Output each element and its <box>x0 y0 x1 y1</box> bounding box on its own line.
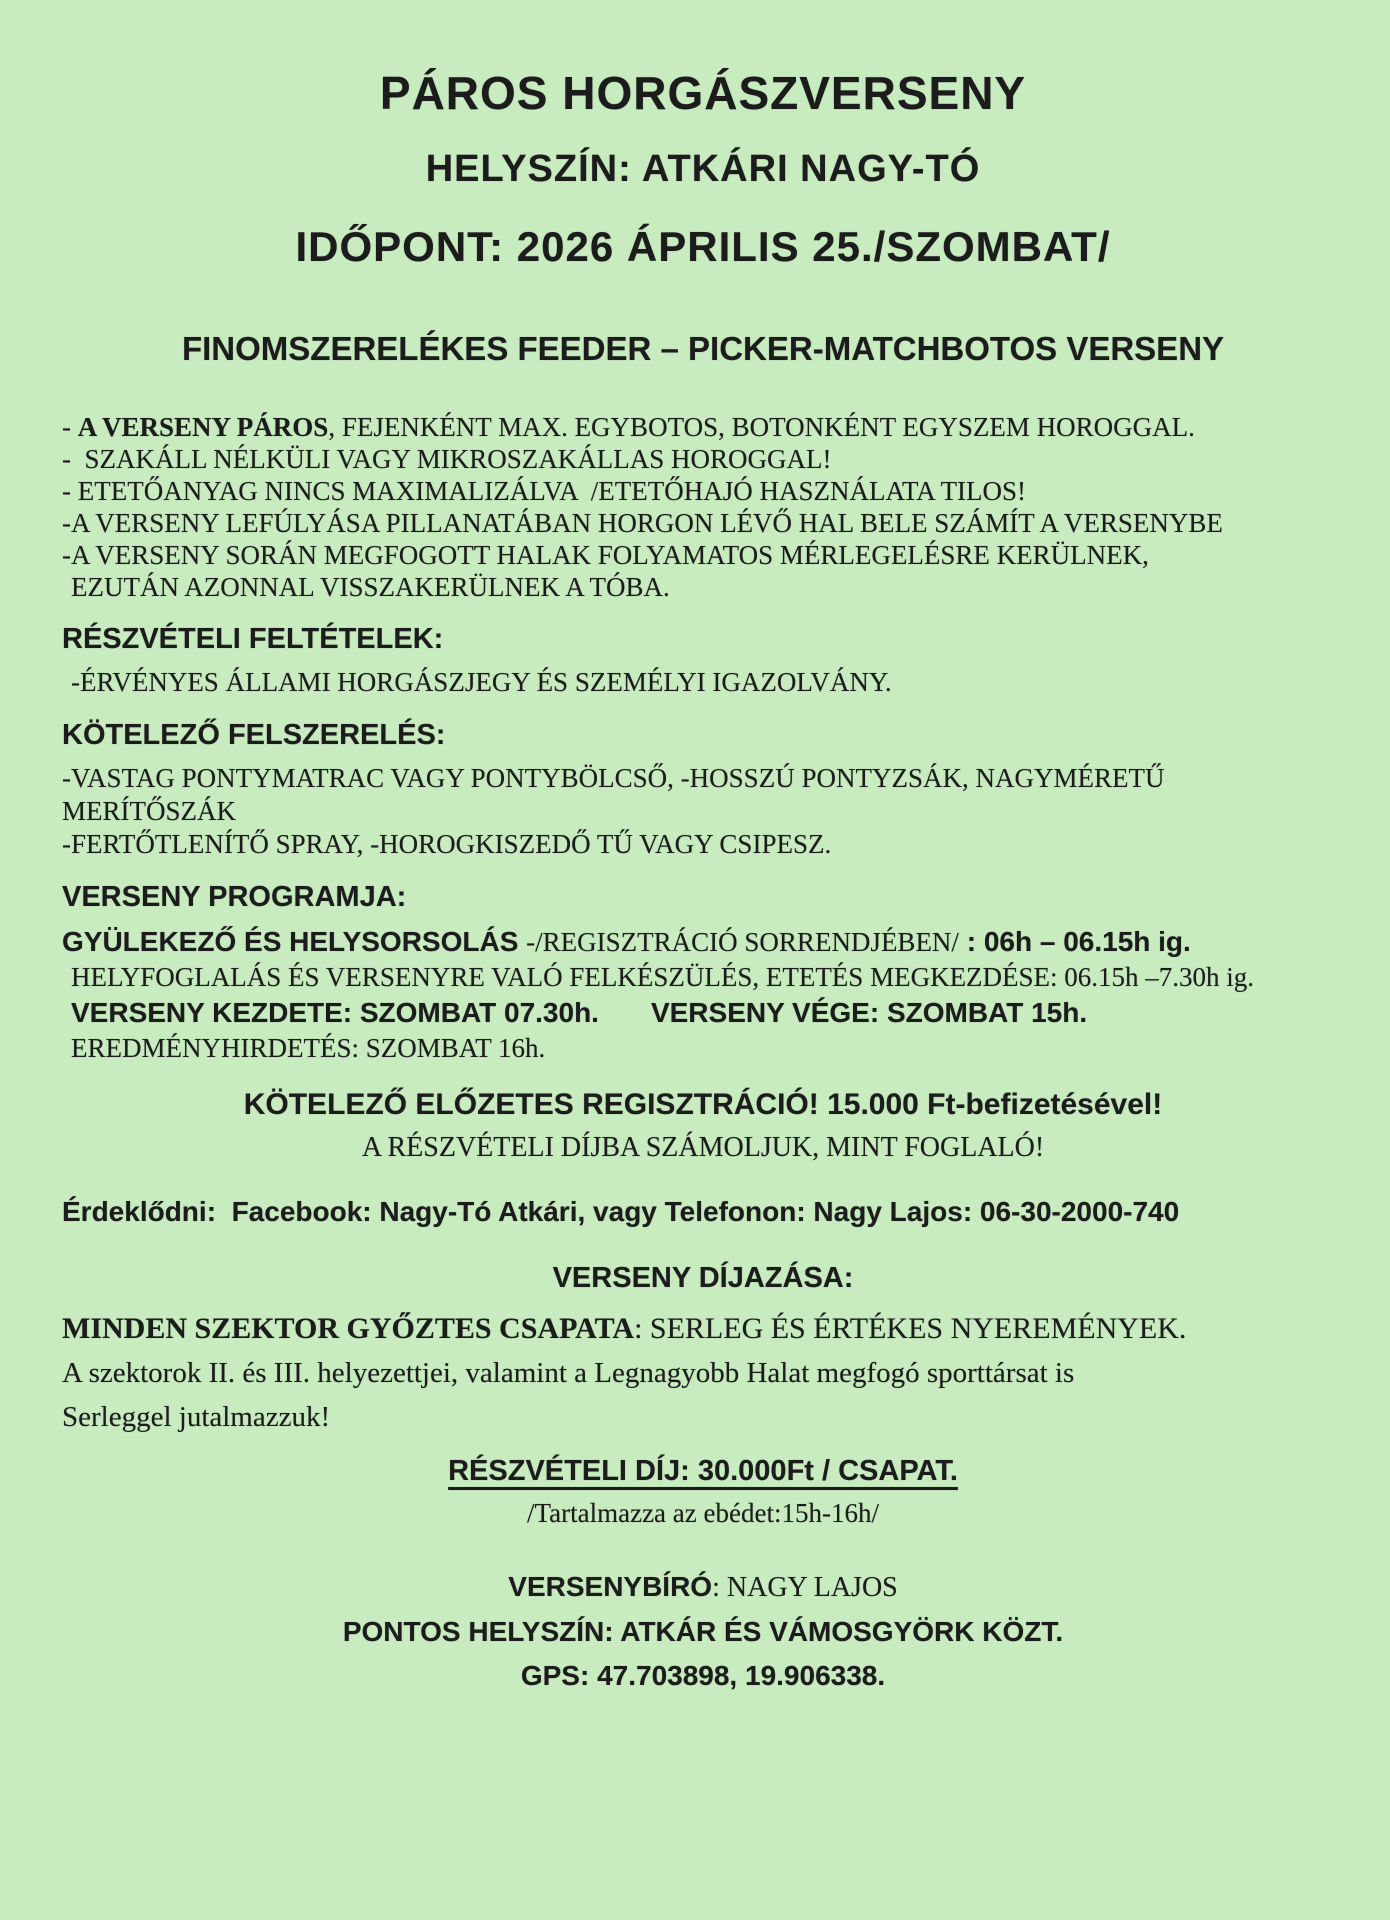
program-gathering-line <box>62 924 1344 960</box>
contact-line: Érdeklődni: Facebook: Nagy-Tó Atkári, vagy Telefonon: Nagy Lajos: 06-30-2000-740 <box>62 1196 1180 1227</box>
prizes-winner-rest: : SERLEG ÉS ÉRTÉKES NYEREMÉNYEK. <box>634 1312 1187 1345</box>
rule-pairs-rest: , FEJENKÉNT MAX. EGYBOTOS, BOTONKÉNT EGYSZEM HOROGGAL. <box>328 412 1195 442</box>
rule-line-end-of-match: -A VERSENY LEFÚLYÁSA PILLANATÁBAN HORGON LÉVŐ HAL BELE SZÁMÍT A VERSENYBE <box>62 508 1223 538</box>
program-gathering-serif: -/REGISZTRÁCIÓ SORRENDJÉBEN/ <box>526 927 959 957</box>
equipment-line-mat: -VASTAG PONTYMATRAC VAGY PONTYBÖLCSŐ, -HOSSZÚ PONTYZSÁK, NAGYMÉRETŰ <box>62 763 1165 793</box>
fee-line <box>62 1457 1344 1486</box>
page-title: PÁROS HORGÁSZVERSENY <box>379 67 1027 119</box>
rule-pairs-bold: A VERSENY PÁROS <box>77 412 329 442</box>
program-start: VERSENY KEZDETE: SZOMBAT 07.30h. <box>71 997 599 1028</box>
equipment-body <box>62 762 1344 861</box>
rule-line-pairs <box>62 411 1344 443</box>
registration-required-line: KÖTELEZŐ ELŐZETES REGISZTRÁCIÓ! 15.000 Ft-befizetésével! <box>243 1088 1163 1121</box>
exact-location-line: PONTOS HELYSZÍN: ATKÁR ÉS VÁMOSGYÖRK KÖZT. <box>342 1616 1064 1647</box>
prizes-winner-bold: MINDEN SZEKTOR GYŐZTES CSAPATA <box>62 1312 635 1345</box>
program-gathering-time: : 06h – 06.15h ig. <box>958 926 1191 957</box>
program-preparation-line: HELYFOGLALÁS ÉS VERSENYRE VALÓ FELKÉSZÜLÉS, ETETÉS MEGKEZDÉSE: 06.15h –7.30h ig. <box>71 962 1255 992</box>
judge-label: VERSENYBÍRÓ <box>508 1571 713 1602</box>
program-results-line: EREDMÉNYHIRDETÉS: SZOMBAT 16h. <box>71 1033 546 1063</box>
fee-amount: RÉSZVÉTELI DÍJ: 30.000Ft / CSAPAT. <box>448 1455 958 1487</box>
program-heading: VERSENY PROGRAMJA: <box>62 881 407 913</box>
rule-line-hook: - SZAKÁLL NÉLKÜLI VAGY MIKROSZAKÁLLAS HOROGGAL! <box>62 444 832 474</box>
rule-line-weighing: -A VERSENY SORÁN MEGFOGOTT HALAK FOLYAMATOS MÉRLEGELÉSRE KERÜLNEK, <box>62 540 1149 570</box>
rules-section <box>62 411 1344 603</box>
competition-type-subtitle: FINOMSZERELÉKES FEEDER – PICKER-MATCHBOTOS VERSENY <box>181 330 1225 367</box>
venue-line: HELYSZÍN: ATKÁRI NAGY-TÓ <box>425 148 981 190</box>
program-gathering-bold: GYÜLEKEZŐ ÉS HELYSORSOLÁS <box>62 926 527 957</box>
gps-coordinates-line: GPS: 47.703898, 19.906338. <box>520 1660 886 1691</box>
rule-line-release: EZUTÁN AZONNAL VISSZAKERÜLNEK A TÓBA. <box>71 572 670 602</box>
program-end: VERSENY VÉGE: SZOMBAT 15h. <box>650 997 1088 1028</box>
judge-name: : NAGY LAJOS <box>712 1572 898 1603</box>
fee-includes-lunch-line: /Tartalmazza az ebédet:15h-16h/ <box>527 1498 879 1528</box>
prizes-trophy-line: Serleggel jutalmazzuk! <box>62 1401 331 1433</box>
equipment-heading: KÖTELEZŐ FELSZERELÉS: <box>62 719 446 751</box>
rule-line-bait: - ETETŐANYAG NINCS MAXIMALIZÁLVA /ETETŐHAJÓ HASZNÁLATA TILOS! <box>62 476 1027 506</box>
registration-deposit-line: A RÉSZVÉTELI DÍJBA SZÁMOLJUK, MINT FOGLALÓ! <box>361 1132 1045 1163</box>
judge-line <box>62 1573 1344 1602</box>
participation-heading: RÉSZVÉTELI FELTÉTELEK: <box>62 623 444 655</box>
equipment-line-spray: -FERTŐTLENÍTŐ SPRAY, -HOROGKISZEDŐ TŰ VAGY CSIPESZ. <box>62 829 832 859</box>
prizes-heading: VERSENY DÍJAZÁSA: <box>552 1262 854 1294</box>
rule-dash: - <box>62 412 78 442</box>
participation-body: -ÉRVÉNYES ÁLLAMI HORGÁSZJEGY ÉS SZEMÉLYI IGAZOLVÁNY. <box>71 667 892 697</box>
equipment-line-net: MERÍTŐSZÁK <box>62 796 236 826</box>
program-section <box>62 924 1344 1066</box>
prizes-winner-line <box>62 1307 1344 1351</box>
date-line: IDŐPONT: 2026 ÁPRILIS 25./SZOMBAT/ <box>295 223 1111 270</box>
program-start-end-line <box>62 995 1344 1031</box>
prizes-body <box>62 1307 1344 1439</box>
prizes-runnerup-line: A szektorok II. és III. helyezettjei, valamint a Legnagyobb Halat megfogó sporttársat is <box>62 1357 1075 1389</box>
